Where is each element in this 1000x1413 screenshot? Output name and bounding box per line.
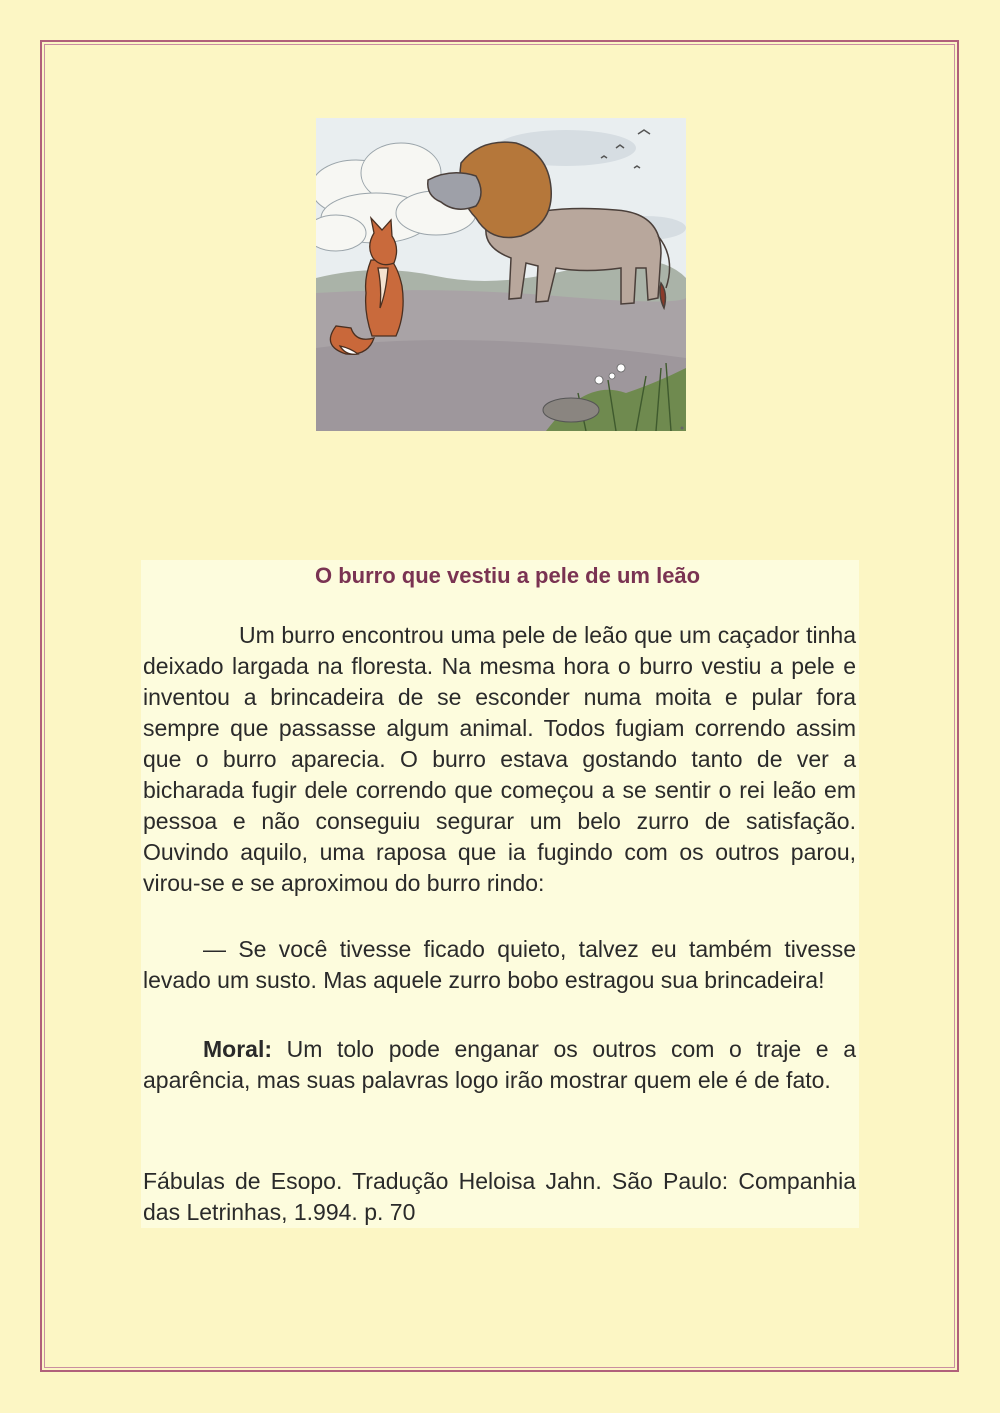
story-paragraph-2: — Se você tivesse ficado quieto, talvez eu também tivesse levado um susto. Mas aquele zurro bobo estragou sua brincadeira! — [143, 936, 856, 993]
fable-illustration — [316, 118, 686, 431]
citation: Fábulas de Esopo. Tradução Heloisa Jahn. São Paulo: Companhia das Letrinhas, 1.994. p. 70 — [143, 1168, 856, 1225]
moral-paragraph — [143, 1034, 856, 1096]
story-paragraph-1: Um burro encontrou uma pele de leão que um caçador tinha deixado largada na floresta. Na mesma hora o burro vestiu a pele e inventou a brincadeira de se esconder numa moita e pular fora sempre que passasse algum animal. Todos fugiam correndo assim que o burro aparecia. O burro estava gostando tanto de ver a bicharada fugir dele correndo que começou a se sentir o rei leão em pessoa e não conseguiu segurar um belo zurro de satisfação. Ouvindo aquilo, uma raposa que ia fugindo com os outros parou, virou-se e se aproximou do burro rindo: — [143, 622, 856, 896]
story-title: O burro que vestiu a pele de um leão — [315, 563, 701, 588]
moral-text: Um tolo pode enganar os outros com o traje e a aparência, mas suas palavras logo irão mostrar quem ele é de fato. — [143, 1036, 856, 1093]
moral-label: Moral: — [203, 1036, 272, 1062]
